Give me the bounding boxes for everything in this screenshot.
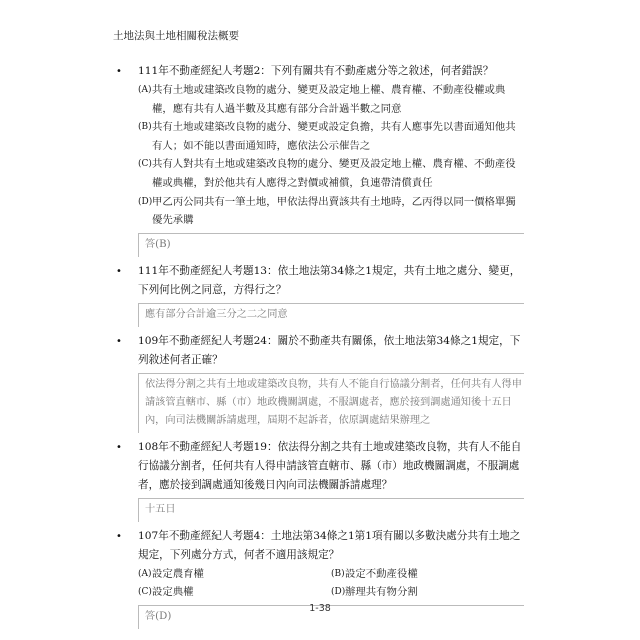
option-a: (A) 共有土地或建築改良物的處分、變更及設定地上權、農育權、不動產役權或典權，應有共有人過半數及其應有部分合計過半數之同意 bbox=[138, 84, 506, 115]
question-text: 111年不動產經紀人考題2：下列有關共有不動產處分等之敘述，何者錯誤？ bbox=[138, 65, 494, 77]
option-grid bbox=[138, 565, 524, 602]
bullet-icon: • bbox=[116, 265, 122, 277]
bullet-icon: • bbox=[116, 441, 122, 453]
option-d: (D) 辦理共有物分割 bbox=[331, 586, 418, 599]
option-c: (C) 共有人對共有土地或建築改良物的處分、變更及設定地上權、農育權、不動產役權或典權，對於他共有人應得之對價或補償，負連帶清償責任 bbox=[138, 158, 516, 189]
option-b: (B) 設定不動產役權 bbox=[331, 567, 418, 580]
bullet-icon: • bbox=[116, 66, 122, 77]
option-b: (B) 共有土地或建築改良物的處分、變更或設定負擔，共有人應事先以書面通知他共有人；如不能以書面通知時，應依法公示催告之 bbox=[138, 121, 516, 152]
bullet-icon: • bbox=[116, 335, 122, 347]
bullet-icon: • bbox=[116, 530, 122, 542]
page-number: 1-38 bbox=[309, 603, 331, 614]
question-stem bbox=[110, 438, 524, 495]
answer-box: 十五日 bbox=[138, 498, 524, 522]
option-d: (D) 甲乙丙公同共有一筆土地，甲依法得出賣該共有土地時，乙丙得以同一價格單獨優先承購 bbox=[138, 195, 516, 227]
option-c: (C) 設定典權 bbox=[138, 586, 194, 599]
question-text: 107年不動產經紀人考題4：土地法第34條之1第1項有關以多數決處分共有土地之規定，下列處分方式，何者不適用該規定？ bbox=[138, 529, 521, 561]
option-a: (A) 設定農育權 bbox=[138, 567, 204, 580]
question-text: 111年不動產經紀人考題13：依土地法第34條之1規定，共有土地之處分、變更，下列何比例之同意，方得行之？ bbox=[138, 264, 521, 296]
page-content bbox=[110, 62, 524, 629]
answer-box: 應有部分合計逾三分之二之同意 bbox=[138, 303, 524, 327]
question-stem bbox=[110, 527, 524, 565]
question-text: 108年不動產經紀人考題19：依法得分割之共有土地或建築改良物，共有人不能自行協議分割者，任何共有人得申請該管直轄市、縣（市）地政機關調處，不服調處者，應於接到調處通知後幾日內向司法機關訴請處理？ bbox=[138, 440, 522, 491]
question-stem bbox=[110, 62, 524, 81]
question-stem bbox=[110, 262, 524, 300]
question-stem bbox=[110, 332, 524, 370]
answer-box: 答(D) bbox=[138, 605, 524, 629]
question-text: 109年不動產經紀人考題24：關於不動產共有關係，依土地法第34條之1規定，下列敘述何者正確？ bbox=[138, 334, 521, 366]
answer-box: 答(B) bbox=[138, 233, 524, 257]
option-list bbox=[138, 81, 524, 230]
running-header: 土地法與土地相關稅法概要 bbox=[113, 30, 239, 42]
answer-box: 依法得分割之共有土地或建築改良物，共有人不能自行協議分割者，任何共有人得申請該管直轄市、縣（市）地政機關調處，不服調處者，應於接到調處通知後十五日內，向司法機關訴請處理，屆期不起訴者，依原調處結果辦理之 bbox=[138, 373, 524, 433]
